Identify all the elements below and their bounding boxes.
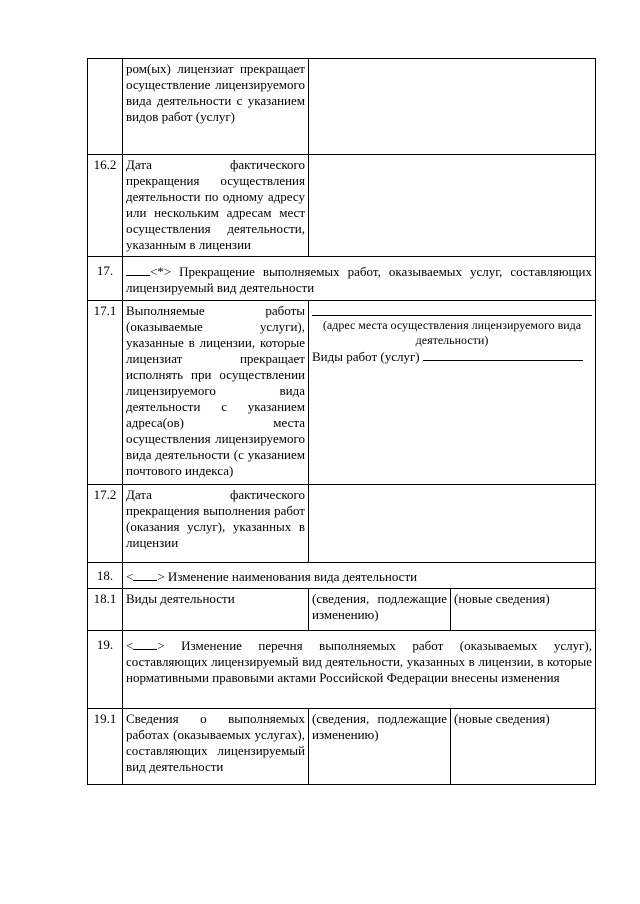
table-row-19-1 — [88, 709, 596, 785]
table-row-17 — [88, 257, 596, 301]
row-heading: <*> Прекращение выполняемых работ, оказываемых услуг, составляющих лицензируемый вид деятельности — [123, 257, 596, 301]
address-input-cell — [309, 301, 596, 485]
new-info-cell[interactable]: (новые сведения) — [451, 589, 596, 631]
row-label: Виды деятельности — [123, 589, 309, 631]
row-heading: < > Изменение наименования вида деятельности — [123, 563, 596, 589]
row-number — [88, 59, 123, 155]
address-caption: (адрес места осуществления лицензируемого вида деятельности) — [322, 318, 582, 347]
table-row-17-1 — [88, 301, 596, 485]
table-row-17-2 — [88, 485, 596, 563]
checkbox-blank[interactable] — [126, 263, 150, 276]
table-row-16-2 — [88, 155, 596, 257]
row-heading: < > Изменение перечня выполняемых работ (оказываемых услуг), составляющих лицензируемый вид деятельности, указанных в лицензии, в которые нормативными правовыми актами Российской Федерации внесены изменения — [123, 631, 596, 709]
row-number: 18. — [88, 563, 123, 589]
works-field[interactable] — [423, 348, 583, 361]
table-row-18-1 — [88, 589, 596, 631]
address-field[interactable] — [312, 303, 592, 316]
row-number: 17.1 — [88, 301, 123, 485]
input-cell[interactable] — [309, 485, 596, 563]
table-row-19 — [88, 631, 596, 709]
row-number: 19. — [88, 631, 123, 709]
row-label: Выполняемые работы (оказываемые услуги), указанные в лицензии, которые лицензиат прекращает исполнять при осуществлении лицензируемого вида деятельности с указанием адреса(ов) места осуществления лицензируемого вида деятельности (с указанием почтового индекса) — [123, 301, 309, 485]
row-label: Сведения о выполняемых работах (оказываемых услугах), составляющих лицензируемый вид деятельности — [123, 709, 309, 785]
row-label: ром(ых) лицензиат прекращает осуществление лицензируемого вида деятельности с указанием видов работ (услуг) — [123, 59, 309, 155]
old-info-cell[interactable]: (сведения, подлежащие изменению) — [309, 709, 451, 785]
row-number: 17.2 — [88, 485, 123, 563]
row-number: 19.1 — [88, 709, 123, 785]
row-number: 17. — [88, 257, 123, 301]
works-line — [312, 348, 592, 365]
row-label: Дата фактического прекращения осуществления деятельности по одному адресу или нескольким адресам мест осуществления деятельности, указанным в лицензии — [123, 155, 309, 257]
new-info-cell[interactable]: (новые сведения) — [451, 709, 596, 785]
checkbox-blank[interactable] — [133, 637, 157, 650]
table-row-16-continued — [88, 59, 596, 155]
works-label: Виды работ (услуг) — [312, 349, 420, 364]
notification-form-table — [87, 58, 596, 785]
input-cell[interactable] — [309, 155, 596, 257]
checkbox-blank[interactable] — [133, 568, 157, 581]
table-row-18 — [88, 563, 596, 589]
row-number: 18.1 — [88, 589, 123, 631]
row-label: Дата фактического прекращения выполнения работ (оказания услуг), указанных в лицензии — [123, 485, 309, 563]
input-cell[interactable] — [309, 59, 596, 155]
row-number: 16.2 — [88, 155, 123, 257]
old-info-cell[interactable]: (сведения, подлежащие изменению) — [309, 589, 451, 631]
